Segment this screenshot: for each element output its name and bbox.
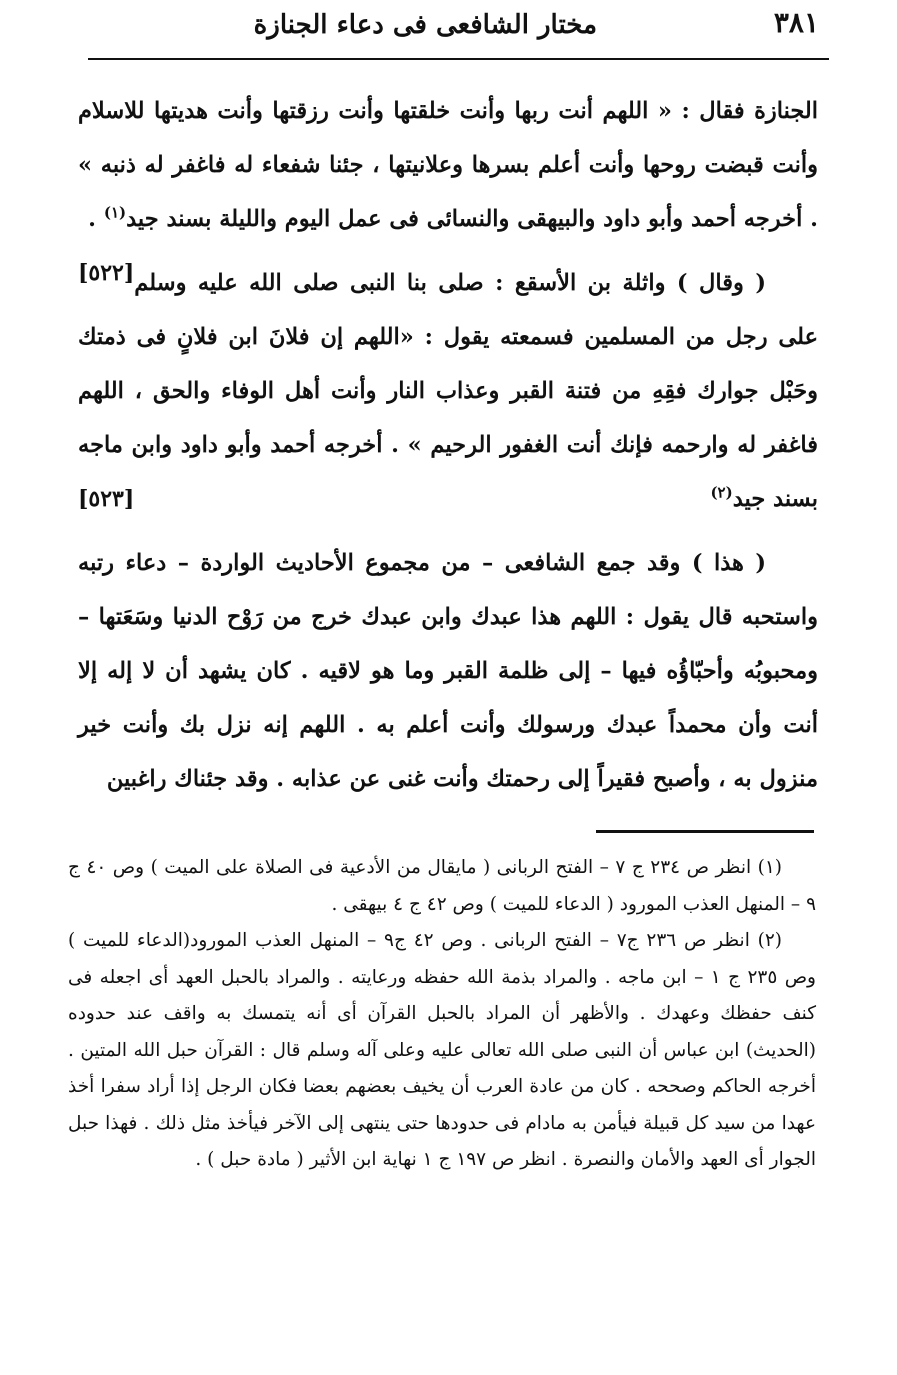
footnote-ref-2: (٢) — [710, 483, 733, 502]
hadith-number-522: [٥٢٢] — [78, 260, 135, 286]
paragraph-2 — [78, 256, 818, 526]
paragraph-3-text: ( هذا ) وقد جمع الشافعى – من مجموع الأحاديث الواردة – دعاء رتبه واستحبه قال يقول : اللهم هذا عبدك وابن عبدك خرج من رَوْح الدنيا وسَعَتها – ومحبوبُه وأحبّاؤُه فيها – إلى ظلمة القبر وما هو لاقيه . كان يشهد أن لا إله إلا أنت وأن محمداً عبدك ورسولك وأنت أعلم به . اللهم إنه نزل بك وأنت خير منزول به ، وأصبح فقيراً إلى رحمتك وأنت غنى عن عذابه . وقد جئناك راغبين — [78, 550, 818, 792]
footnote-ref-1: (١) — [103, 203, 127, 222]
footnote-1: (١) انظر ص ٢٣٤ ج ٧ – الفتح الربانى ( مايقال من الأدعية فى الصلاة على الميت ) وص ٤٠ ج ٩ – المنهل العذب المورود ( الدعاء للميت ) وص ٤٢ ج ٤ بيهقى . — [68, 857, 816, 915]
page-number: ٣٨١ — [773, 6, 819, 39]
paragraph-2-text: ( وقال ) واثلة بن الأسقع : صلى بنا النبى صلى الله عليه وسلم على رجل من المسلمين فسمعته يقول : «اللهم إن فلانَ ابن فلانٍ فى ذمتك وحَبْل جوارك فقِهِ من فتنة القبر وعذاب النار وأنت أهل الوفاء والحق ، اللهم فاغفر له وارحمه فإنك أنت الغفور الرحيم » . أخرجه أحمد وأبو داود وابن ماجه بسند جيد — [78, 270, 818, 512]
paragraph-1-text: الجنازة فقال : « اللهم أنت ربها وأنت خلقتها وأنت رزقتها وأنت هديتها للاسلام وأنت قبضت روحها وأنت أعلم بسرها وعلانيتها ، جئنا شفعاء له فاغفر له ذنبه » . أخرجه أحمد وأبو داود والبيهقى والنسائى فى عمل اليوم والليلة بسند جيد — [78, 98, 818, 232]
footnote-2: (٢) انظر ص ٢٣٦ ج٧ – الفتح الربانى . وص ٤٢ ج٩ – المنهل العذب المورود(الدعاء للميت ) وص ٢٣٥ ج ١ – ابن ماجه . والمراد بذمة الله حفظه ورعايته . والمراد بالحبل العهد أى اجعله فى كنف حفظك وعهدك . والأظهر أن المراد بالحبل القرآن أى أنه يتمسك به واقف عند حدوده (الحديث) ابن عباس أن النبى صلى الله تعالى عليه وعلى آله وسلم قال : القرآن حبل الله المتين . أخرجه الحاكم وصححه . كان من عادة العرب أن يخيف بعضهم بعضا فكان الرجل إذا أراد سفرا أخذ عهدا من سيد كل قبيلة فيأمن به مادام فى حدودها حتى ينتهى إلى الآخر فيأخذ مثل ذلك . فهذا حبل الجوار أى العهد والأمان والنصرة . انظر ص ١٩٧ ج ١ نهاية ابن الأثير ( مادة حبل ) . — [68, 930, 816, 1170]
footnote-rule — [596, 830, 814, 833]
paragraph-1 — [78, 84, 818, 286]
main-text — [78, 84, 818, 816]
hadith-number-523: [٥٢٣] — [78, 486, 135, 512]
paragraph-3 — [78, 536, 818, 806]
footnotes — [68, 850, 816, 1179]
running-title: مختار الشافعى فى دعاء الجنازة — [253, 10, 597, 40]
header-rule — [88, 58, 829, 60]
paragraph-1-tail: . — [88, 206, 104, 232]
